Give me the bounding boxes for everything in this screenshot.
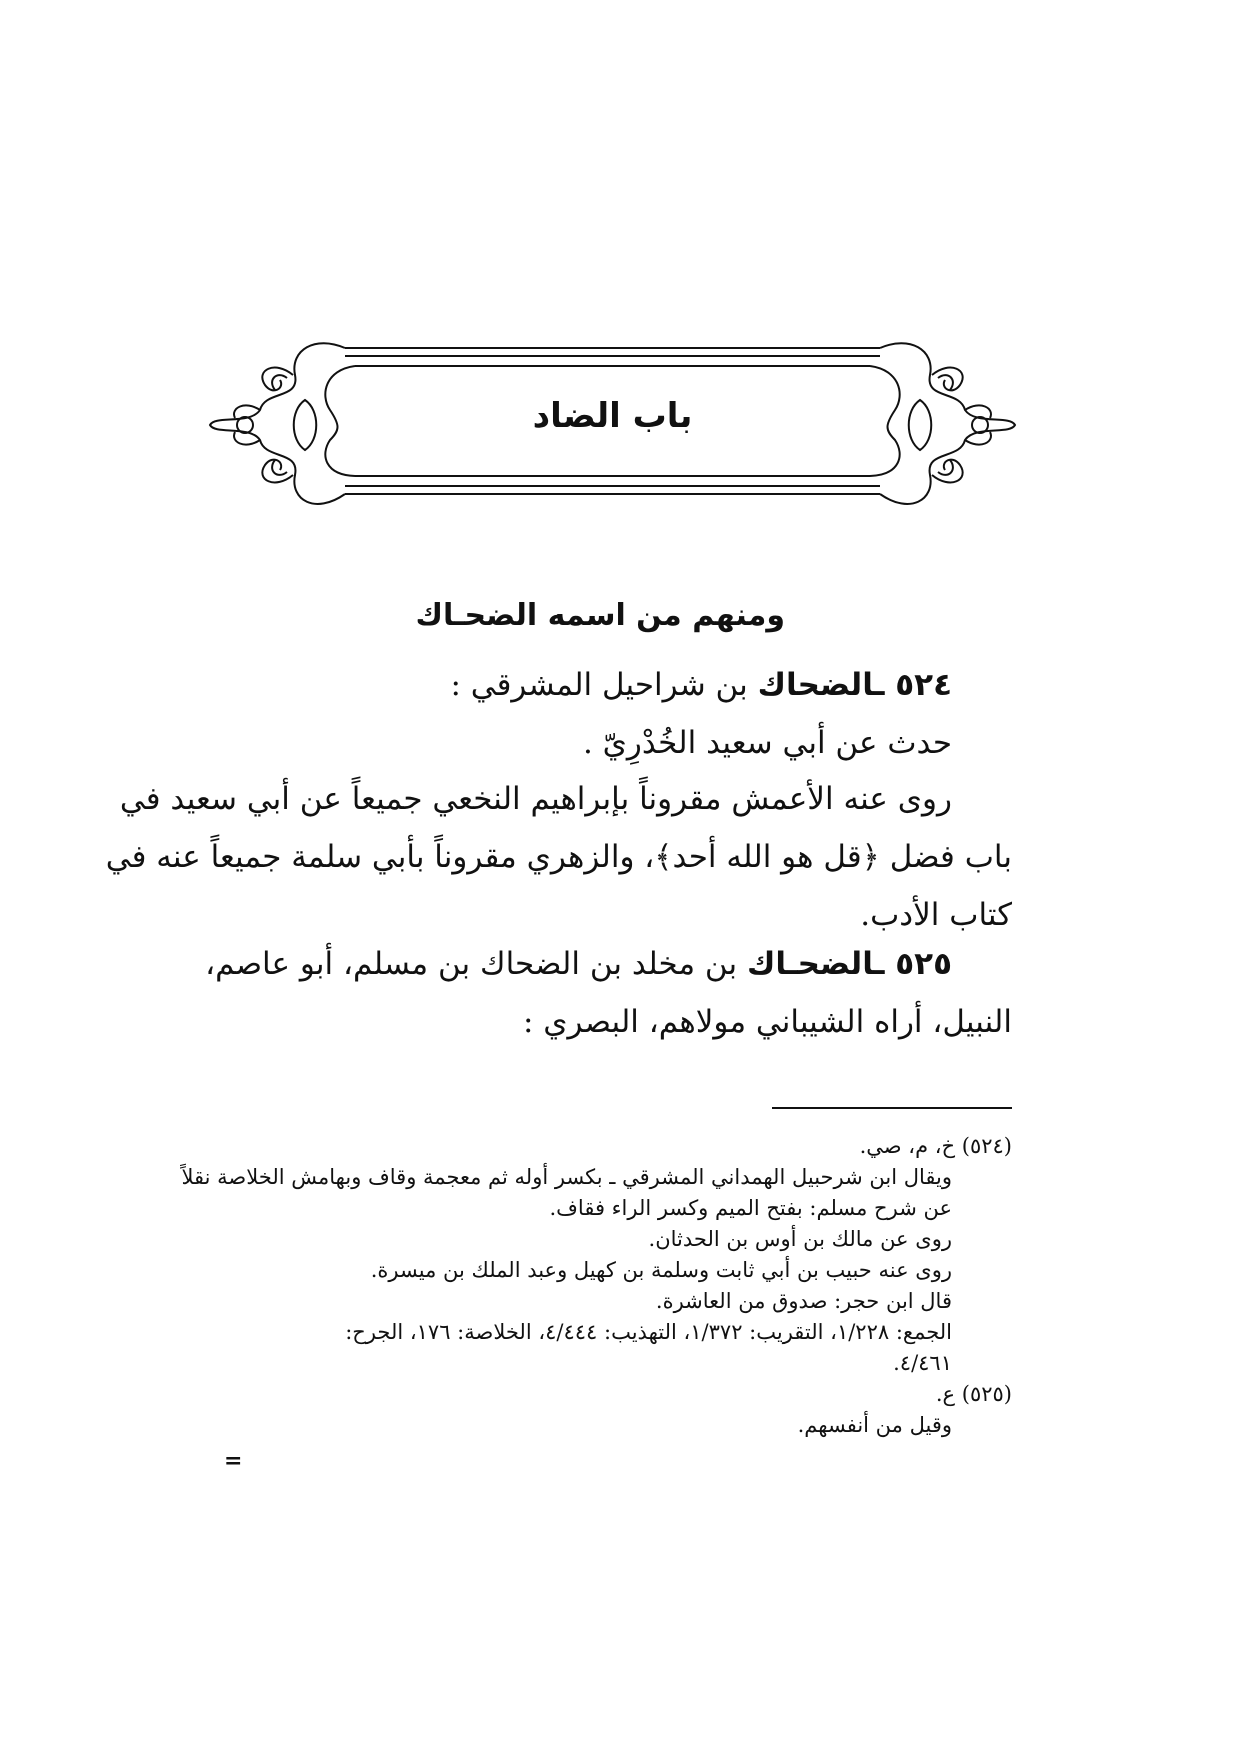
footnote-separator bbox=[772, 1107, 1012, 1109]
entry-name: الضحـاك bbox=[747, 946, 874, 982]
paragraph-line: كتاب الأدب. bbox=[860, 897, 1012, 933]
footnote-line: عن شرح مسلم: بفتح الميم وكسر الراء فقاف. bbox=[549, 1196, 952, 1220]
entry-524-paragraph bbox=[105, 770, 1012, 944]
footnote-line: (٥٢٥) ع. bbox=[935, 1382, 1012, 1406]
entry-524 bbox=[208, 656, 1012, 772]
footnote-line: قال ابن حجر: صدوق من العاشرة. bbox=[655, 1289, 952, 1313]
footnotes bbox=[181, 1131, 1012, 1441]
footnote-line: وقيل من أنفسهم. bbox=[797, 1413, 952, 1437]
entry-name: الضحاك bbox=[757, 667, 874, 703]
footnote-line: (٥٢٤) خ، م، صي. bbox=[859, 1134, 1012, 1158]
entry-header-rest: بن مخلد بن الضحاك بن مسلم، أبو عاصم، bbox=[205, 946, 748, 982]
entry-524-line-2: حدث عن أبي سعيد الخُدْرِيّ . bbox=[582, 725, 952, 761]
entry-524-header bbox=[208, 656, 1012, 714]
footnote-line: روى عن مالك بن أوس بن الحدثان. bbox=[648, 1227, 952, 1251]
paragraph-line: باب فضل ﴿قل هو الله أحد﴾، والزهري مقروناً بأبي سلمة جميعاً عنه في bbox=[105, 839, 1012, 875]
footnote-line: ٤/٤٦١. bbox=[893, 1351, 952, 1375]
footnote-line: روى عنه حبيب بن أبي ثابت وسلمة بن كهيل وعبد الملك بن ميسرة. bbox=[370, 1258, 952, 1282]
entry-525-line-2: النبيل، أراه الشيباني مولاهم، البصري : bbox=[522, 1004, 1012, 1040]
entry-number: ٥٢٤ ـ bbox=[873, 667, 952, 703]
continuation-mark: = bbox=[224, 1448, 243, 1474]
entry-header-rest: بن شراحيل المشرقي : bbox=[450, 667, 758, 703]
paragraph-line: روى عنه الأعمش مقروناً بإبراهيم النخعي جميعاً عن أبي سعيد في bbox=[119, 781, 952, 817]
footnote-line: الجمع: ١/٢٢٨، التقريب: ١/٣٧٢، التهذيب: ٤/٤٤٤، الخلاصة: ١٧٦، الجرح: bbox=[345, 1320, 952, 1344]
chapter-title: باب الضاد bbox=[532, 396, 693, 436]
entry-number: ٥٢٥ ـ bbox=[873, 946, 952, 982]
entry-525 bbox=[205, 935, 1012, 1051]
footnote-line: ويقال ابن شرحبيل الهمداني المشرقي ـ بكسر أوله ثم معجمة وقاف وبهامش الخلاصة نقلاً bbox=[181, 1165, 952, 1189]
section-heading: ومنهم من اسمه الضحـاك bbox=[415, 598, 785, 633]
chapter-banner bbox=[205, 330, 1020, 520]
entry-525-header bbox=[205, 935, 1012, 993]
